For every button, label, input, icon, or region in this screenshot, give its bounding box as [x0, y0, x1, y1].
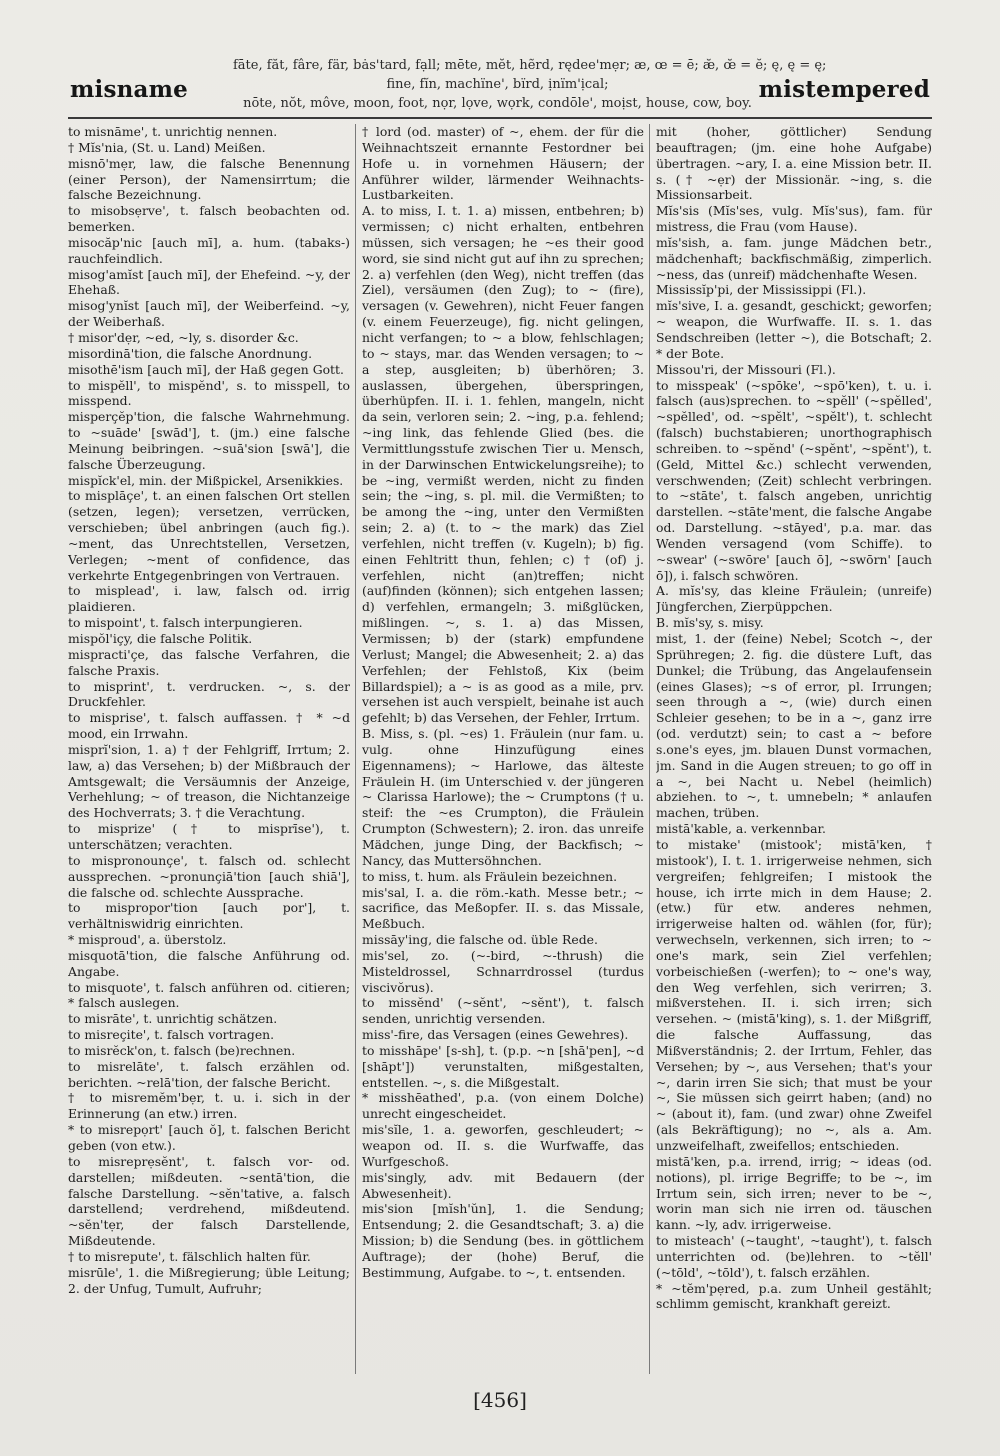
dictionary-entry: to missĕnd' (~sĕnt', ~sĕnt'), t. falsch senden, unrichtig versenden.	[362, 995, 644, 1027]
header-rule	[68, 117, 932, 119]
dictionary-entry: misprĭ'sion, 1. a) † der Fehlgriff, Irrtum; 2. law, a) das Versehen; b) der Mißbrauch der Amtsgewalt; die Versäumnis der Anzeige, Verhehlung; ~ of treason, die Nichtanzeige des Hochverrats; 3. † die Verachtung.	[68, 741, 350, 821]
dictionary-entry: to misteach' (~taught', ~taught'), t. falsch unterrichten od. (be)lehren. to ~tĕll' (~tōld', ~tōld'), t. falsch erzählen.	[656, 1233, 932, 1280]
dictionary-entry: † to misremĕm'bẹr, t. u. i. sich in der Erinnerung (an etw.) irren.	[68, 1090, 350, 1122]
dictionary-entry: † misor'dẹr, ~ed, ~ly, s. disorder &c.	[68, 329, 299, 345]
left-guide-word: misname	[70, 76, 189, 103]
pronunciation-key	[233, 56, 827, 113]
dictionary-entry: mispŏl'içy, die falsche Politik.	[68, 631, 253, 646]
dictionary-entry: * to misrepọrt' [auch ŏ], t. falschen Bericht geben (von etw.).	[68, 1122, 350, 1153]
pronunciation-key-line: nōte, nŏt, môve, moon, foot, nọr, lọve, wọrk, condōle', moịst, house, cow, boy.	[243, 96, 752, 111]
dictionary-entry: Mĭs'sis (Mĭs'ses, vulg. Mĭs'sus), fam. für mistress, die Frau (vom Hause).	[656, 203, 932, 235]
dictionary-entry: mispracti'çe, das falsche Verfahren, die falsche Praxis.	[68, 646, 350, 678]
column-2	[362, 124, 644, 1374]
dictionary-entry: to mistake' (mistook'; mistā'ken, † mistook'), I. t. 1. irrigerweise nehmen, sich vergreifen; fehlgreifen; I mistook the house, ich irrte mich in dem Hause; 2. (etw.) für etw. anderes nehmen, irrigerweise halten od. wählen (for, für); verwechseln, verkennen, sich irren; to ~ one's mark, sein Ziel verfehlen; vorbeischießen (-werfen); to ~ one's way, den Weg verfehlen, sich verirren; 3. mißverstehen. II. i. sich irren; sich versehen. ~ (mistā'king), s. 1. der Mißgriff, die falsche Auffassung, das Mißverständnis; 2. der Irrtum, Fehler, das Versehen; by ~, aus Versehen; that's your ~, darin irren Sie sich; that must be your ~, Sie müssen sich geirrt haben; (and) no ~ (about it), fam. (und zwar) ohne Zweifel (als Bekräftigung); no ~, als a. Am. unzweifelhaft, zweifellos; entschieden.	[656, 836, 932, 1153]
dictionary-entry: † lord (od. master) of ~, ehem. der für die Weihnachtszeit ernannte Festordner bei Hofe u. in vornehmen Häusern; der Anführer wilder, lärmender Weihnachts-Lustbarkeiten.	[362, 124, 644, 203]
dictionary-entry: Missou'ri, der Missouri (Fl.).	[656, 361, 836, 377]
dictionary-entry: mistā'kable, a. verkennbar.	[656, 821, 826, 837]
dictionary-entry: † Mĭs'nia, (St. u. Land) Meißen.	[68, 139, 266, 155]
dictionary-entry: Mississĭp'pi, der Mississippi (Fl.).	[656, 282, 867, 298]
dictionary-entry: misordinā'tion, die falsche Anordnung.	[68, 345, 313, 361]
dictionary-entry: to misquote', t. falsch anführen od. citieren; * falsch auslegen.	[68, 979, 350, 1011]
dictionary-entry: miss'-fire, das Versagen (eines Gewehres).	[362, 1027, 629, 1043]
dictionary-entry: to misrāte', t. unrichtig schätzen.	[68, 1011, 278, 1027]
dictionary-entry: to mispropor'tion [auch por'], t. verhältniswidrig einrichten.	[68, 900, 350, 932]
dictionary-entry: misnō'mẹr, law, die falsche Benennung (einer Person), der Namensirrtum; die falsche Bezeichnung.	[68, 155, 350, 203]
dictionary-entry: to misspeak' (~spōke', ~spō'ken), t. u. i. falsch (aus)sprechen. to ~spĕll' (~spĕlled', ~spĕlled', od. ~spĕlt', ~spĕlt'), t. schlecht (falsch) buchstabieren; unorthographisch schreiben. to ~spĕnd' (~spĕnt', ~spĕnt'), t. (Geld, Mittel &c.) schlecht verwenden, verschwenden; (Zeit) schlecht verbringen. to ~stāte', t. falsch angeben, unrichtig darstellen. ~stāte'ment, die falsche Angabe od. Darstellung. ~stāyed', p.a. mar. das Wenden versagend (vom Schiffe). to ~swear' (~swōre' [auch ō], ~swōrn' [auch ō]), i. falsch schwören.	[656, 377, 932, 583]
dictionary-entry: mist, 1. der (feine) Nebel; Scotch ~, der Sprühregen; 2. fig. die düstere Luft, das Dunkel; die Trübung, das Angelaufensein (eines Glases); ~s of error, pl. Irrungen; seen through a ~, (wie) durch einen Schleier gesehen; to be in a ~, ganz irre (od. verdutzt) sein; to cast a ~ before s.one's eyes, jm. blauen Dunst vormachen, jm. Sand in die Augen streuen; to go off in a ~, bei Nacht u. Nebel (heimlich) abziehen. to ~, t. umnebeln; * anlaufen machen, trüben.	[656, 631, 932, 821]
dictionary-entry: A. mĭs'sy, das kleine Fräulein; (unreife) Jüngferchen, Zierpüppchen.	[656, 583, 932, 615]
dictionary-entry: to misnāme', t. unrichtig nennen.	[68, 124, 278, 139]
column-divider	[649, 124, 650, 1374]
right-guide-word: mistempered	[758, 76, 930, 103]
dictionary-entry: mis'sion [mĭsh'ŭn], 1. die Sendung; Entsendung; 2. die Gesandtschaft; 3. a) die Mission; b) die Sendung (bes. in göttlichem Auftrage); der (hohe) Beruf, die Bestimmung, Aufgabe. to ~, t. entsenden.	[362, 1201, 644, 1280]
dictionary-entry: mis'sel, zo. (~-bird, ~-thrush) die Misteldrossel, Schnarrdrossel (turdus viscivŏrus).	[362, 947, 644, 995]
dictionary-entry: to mispĕll', to mispĕnd', s. to misspell, to misspend.	[68, 377, 350, 409]
dictionary-entry: * misproud', a. überstolz.	[68, 932, 227, 948]
dictionary-entry: to misobsẹrve', t. falsch beobachten od. bemerken.	[68, 203, 350, 235]
dictionary-entry: missāy'ing, die falsche od. üble Rede.	[362, 932, 598, 948]
dictionary-entry: mis'sal, I. a. die röm.-kath. Messe betr.; ~ sacrifice, das Meßopfer. II. s. das Missale, Meßbuch.	[362, 884, 644, 932]
page-header	[68, 50, 932, 116]
dictionary-entry: misothē'ism [auch mī], der Haß gegen Gott.	[68, 361, 344, 377]
dictionary-entry: A. to miss, I. t. 1. a) missen, entbehren; b) vermissen; c) nicht erhalten, entbehren müssen, sich versagen; he ~es their good word, sie sind nicht gut auf ihn zu sprechen; 2. a) verfehlen (den Weg), nicht treffen (das Ziel), versäumen (den Zug); to ~ (fire), versagen (v. Gewehren), nicht Feuer fangen (v. einem Feuerzeuge), fig. nicht gelingen, nicht verfangen; to ~ a blow, fehlschlagen; to ~ stays, mar. das Wenden versagen; to ~ a step, ausgleiten; b) überhören; 3. auslassen, übergehen, überspringen, überhüpfen. II. i. 1. fehlen, mangeln, nicht da sein, verloren sein; 2. ~ing, p.a. fehlend; ~ing link, das fehlende Glied (bes. die Vermittlungsstufe zwischen Tier u. Mensch, in der Darwinschen Entwickelungsreihe); to be ~ing, vermißt werden, nicht zu finden sein; the ~ing, s. pl. mil. die Vermißten; to be among the ~ing, unter den Vermißten sein; 2. a) (t. to ~ the mark) das Ziel verfehlen, nicht treffen (v. Kugeln); b) fig. einen Fehltritt thun, fehlen; c) † (of) j. verfehlen, nicht (an)treffen; nicht (auf)finden (können); sich entgehen lassen; d) verfehlen, ermangeln; 3. mißglücken, mißlingen. ~, s. 1. a) das Missen, Vermissen; b) der (stark) empfundene Verlust; Mangel; die Abwesenheit; 2. a) das Verfehlen; der Fehlstoß, Kix (beim Billardspiel); a ~ is as good as a mile, prv. versehen ist auch verspielt, beinahe ist auch gefehlt; b) das Versehen, der Fehler, Irrtum.	[362, 203, 644, 726]
dictionary-entry: to misplead', i. law, falsch od. irrig plaidieren.	[68, 583, 350, 615]
dictionary-entry: B. Miss, s. (pl. ~es) 1. Fräulein (nur fam. u. vulg. ohne Hinzufügung eines Eigennamens); ~ Harlowe, das älteste Fräulein H. (im Unterschied v. der jüngeren ~ Clarissa Harlowe); the ~ Crumptons († u. steif: the ~es Crumpton), die Fräulein Crumpton (Schwestern); 2. iron. das unreife Mädchen, junge Ding, der Backfisch; ~ Nancy, das Muttersöhnchen.	[362, 726, 644, 868]
dictionary-entry: mĭs'sive, I. a. gesandt, geschickt; geworfen; ~ weapon, die Wurfwaffe. II. s. 1. das Sendschreiben (letter ~), die Botschaft; 2. * der Bote.	[656, 298, 932, 361]
dictionary-entry: mis'singly, adv. mit Bedauern (der Abwesenheit).	[362, 1169, 644, 1201]
dictionary-entry: misog'amĭst [auch mī], der Ehefeind. ~y, der Ehehaß.	[68, 266, 350, 298]
dictionary-entry: misrūle', 1. die Mißregierung; üble Leitung; 2. der Unfug, Tumult, Aufruhr;	[68, 1264, 350, 1296]
dictionary-entry: to misplāçe', t. an einen falschen Ort stellen (setzen, legen); versetzen, verrücken, verschieben; übel anbringen (auch fig.). ~ment, das Unrechtstellen, Versetzen, Verlegen; ~ment of confidence, das verkehrte Entgegenbringen von Vertrauen.	[68, 488, 350, 583]
column-3	[656, 124, 932, 1374]
dictionary-entry: misperçĕp'tion, die falsche Wahrnehmung. to ~suāde' [swād'], t. (jm.) eine falsche Meinung beibringen. ~suā'sion [swā'], die falsche Überzeugung.	[68, 409, 350, 472]
dictionary-entry: to mispoint', t. falsch interpungieren.	[68, 615, 303, 631]
pronunciation-key-line: fine, fĭn, machïne', bïrd, ịnïm'ịcal;	[386, 77, 609, 92]
pronunciation-key-line: fāte, făt, fâre, fär, bȧs'tard, fạll; mēte, mĕt, hẽrd, rędee'mẹr; æ, œ = ē; æ̆, œ̆ = ĕ; ę, ę = ę;	[233, 58, 827, 73]
column-divider	[355, 124, 356, 1374]
dictionary-entry: mistā'ken, p.a. irrend, irrig; ~ ideas (od. notions), pl. irrige Begriffe; to be ~, im Irrtum sein, sich irren; never to be ~, worin man sich nie irren od. täuschen kann. ~ly, adv. irrigerweise.	[656, 1153, 932, 1233]
page-number: [456]	[473, 1388, 527, 1412]
dictionary-entry: mĭs'sish, a. fam. junge Mädchen betr., mädchenhaft; backfischmäßig, zimperlich. ~ness, das (unreif) mädchenhafte Wesen.	[656, 234, 932, 282]
dictionary-entry: to misreçite', t. falsch vortragen.	[68, 1027, 275, 1043]
dictionary-entry: to misprise', t. falsch auffassen. † * ~d mood, ein Irrwahn.	[68, 710, 350, 742]
dictionary-entry: * ~tĕm'pẹred, p.a. zum Unheil gestählt; schlimm gemischt, krankhaft gereizt.	[656, 1280, 932, 1312]
dictionary-entry: misocăp'nic [auch mī], a. hum. (tabaks-) rauchfeindlich.	[68, 234, 350, 266]
dictionary-entry: misog'ynĭst [auch mī], der Weiberfeind. ~y, der Weiberhaß.	[68, 298, 350, 330]
dictionary-entry: to misreprẹsĕnt', t. falsch vor- od. darstellen; mißdeuten. ~sentā'tion, die falsche Darstellung. ~sĕn'tative, a. falsch darstellend; verdrehend, mißdeutend. ~sĕn'tẹr, der falsch Darstellende, Mißdeutende.	[68, 1153, 350, 1249]
dictionary-entry: to misrĕck'on, t. falsch (be)rechnen.	[68, 1042, 296, 1058]
dictionary-entry: mispĭck'el, min. der Mißpickel, Arsenikkies.	[68, 472, 344, 488]
dictionary-entry: to mispronounçe', t. falsch od. schlecht aussprechen. ~pronunçiā'tion [auch shiā'], die falsche od. schlechte Aussprache.	[68, 852, 350, 900]
dictionary-entry: to misshāpe' [s-sh], t. (p.p. ~n [shā'pen], ~d [shāpt']) verunstalten, mißgestalten, entstellen. ~, s. die Mißgestalt.	[362, 1042, 644, 1090]
dictionary-entry: mis'sĭle, 1. a. geworfen, geschleudert; ~ weapon od. II. s. die Wurfwaffe, das Wurfgeschoß.	[362, 1122, 644, 1169]
dictionary-entry: to misrelāte', t. falsch erzählen od. berichten. ~relā'tion, der falsche Bericht.	[68, 1058, 350, 1090]
dictionary-entry: to miss, t. hum. als Fräulein bezeichnen.	[362, 868, 618, 884]
dictionary-entry: † to misrepute', t. fälschlich halten für.	[68, 1248, 311, 1264]
dictionary-entry: mit (hoher, göttlicher) Sendung beauftragen; (jm. eine hohe Aufgabe) übertragen. ~ary, I. a. eine Mission betr. II. s. († ~ẹr) der Missionär. ~ing, s. die Missionsarbeit.	[656, 124, 932, 203]
dictionary-entry: to misprint', t. verdrucken. ~, s. der Druckfehler.	[68, 678, 350, 710]
dictionary-entry: misquotā'tion, die falsche Anführung od. Angabe.	[68, 947, 350, 979]
dictionary-entry: B. mĭs'sy, s. misy.	[656, 615, 764, 631]
dictionary-entry: to misprize' († to misprīse'), t. unterschätzen; verachten.	[68, 821, 350, 852]
column-1	[68, 124, 350, 1374]
dictionary-entry: * misshēathed', p.a. (von einem Dolche) unrecht eingescheidet.	[362, 1090, 644, 1122]
